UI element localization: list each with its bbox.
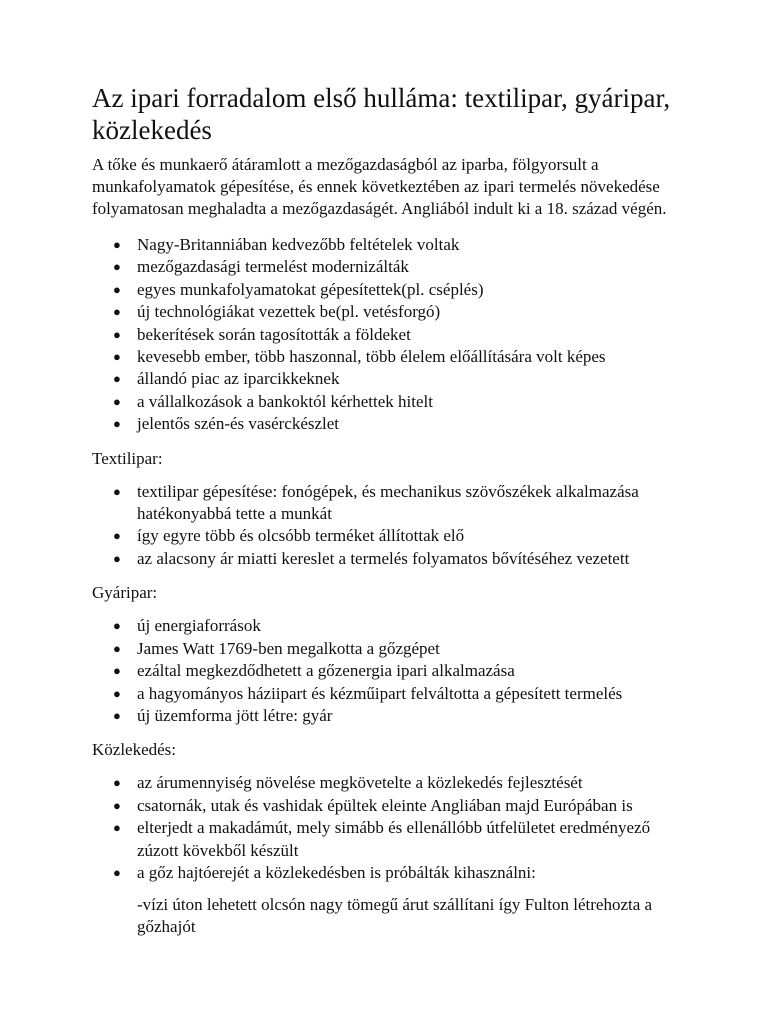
bullet-icon: ● — [113, 393, 121, 409]
bullet-icon: ● — [113, 528, 121, 544]
list-item: ● James Watt 1769-ben megalkotta a gőzgépet — [92, 638, 688, 660]
section-heading-gyaripar: Gyáripar: — [92, 583, 158, 603]
kozlekedes-list — [92, 772, 688, 884]
list-item: ● új energiaforrások — [92, 615, 688, 637]
list-item: ● így egyre több és olcsóbb terméket állítottak elő — [92, 525, 688, 547]
list-item: ● kevesebb ember, több haszonnal, több élelem előállítására volt képes — [92, 346, 688, 368]
section-heading-textilipar: Textilipar: — [92, 448, 163, 468]
list-item: ● jelentős szén-és vasérckészlet — [92, 413, 688, 435]
bullet-icon: ● — [113, 775, 121, 791]
bullet-icon: ● — [113, 326, 121, 342]
page-title: Az ipari forradalom első hulláma: textilipar, gyáripar, közlekedés — [92, 83, 671, 145]
list-item: ● új technológiákat vezettek be(pl. vetésforgó) — [92, 301, 688, 323]
list-item: ● új üzemforma jött létre: gyár — [92, 705, 688, 727]
bullet-icon: ● — [113, 259, 121, 275]
bullet-icon: ● — [113, 349, 121, 365]
bullet-icon: ● — [113, 707, 121, 723]
bullet-icon: ● — [113, 371, 121, 387]
list-item: ● egyes munkafolyamatokat gépesítettek(pl. cséplés) — [92, 279, 688, 301]
list-item: ● mezőgazdasági termelést modernizálták — [92, 256, 688, 278]
list-item: ● bekerítések során tagosították a földeket — [92, 324, 688, 346]
bullet-icon: ● — [113, 416, 121, 432]
list-item: ● Nagy-Britanniában kedvezőbb feltételek voltak — [92, 234, 688, 256]
bullet-icon: ● — [113, 550, 121, 566]
gyaripar-list — [92, 615, 688, 727]
list-item: ● elterjedt a makadámút, mely simább és ellenállóbb útfelületet eredményező zúzott kövekből készült — [113, 818, 651, 860]
list-item: ● textilipar gépesítése: fonógépek, és mechanikus szövőszékek alkalmazása hatékonyabbá tette a munkát — [113, 481, 639, 524]
list-item: ● az alacsony ár miatti kereslet a termelés folyamatos bővítéséhez vezetett — [92, 548, 688, 570]
steamship-note: -vízi úton lehetett olcsón nagy tömegű árut szállítani így Fulton létrehozta a gőzhajót — [137, 895, 653, 937]
textilipar-list — [92, 481, 688, 571]
bullet-icon: ● — [113, 281, 121, 297]
bullet-icon: ● — [113, 820, 121, 836]
list-item: ● a gőz hajtóerejét a közlekedésben is próbálták kihasználni: — [92, 862, 688, 884]
bullet-icon: ● — [113, 483, 121, 499]
bullet-icon: ● — [113, 618, 121, 634]
intro-paragraph: A tőke és munkaerő átáramlott a mezőgazdaságból az iparba, fölgyorsult a munkafolyamatok gépesítése, és ennek következtében az ipari termelés növekedése folyamatosan meghaladta a mezőgazdaságét. Angliából indult ki a 18. század végén. — [92, 155, 667, 218]
list-item: ● állandó piac az iparcikkeknek — [92, 368, 688, 390]
list-item: ● csatornák, utak és vashidak épültek eleinte Angliában majd Európában is — [92, 795, 688, 817]
section-heading-kozlekedes: Közlekedés: — [92, 740, 177, 760]
causes-list — [92, 234, 688, 436]
bullet-icon: ● — [113, 640, 121, 656]
bullet-icon: ● — [113, 237, 121, 252]
list-item: ● a hagyományos háziipart és kézműipart felváltotta a gépesített termelés — [92, 683, 688, 705]
list-item: ● a vállalkozások a bankoktól kérhettek hitelt — [92, 391, 688, 413]
bullet-icon: ● — [113, 663, 121, 679]
list-item: ● az árumennyiség növelése megkövetelte a közlekedés fejlesztését — [92, 772, 688, 794]
bullet-icon: ● — [113, 797, 121, 813]
bullet-icon: ● — [113, 685, 121, 701]
bullet-icon: ● — [113, 864, 121, 880]
bullet-icon: ● — [113, 304, 121, 320]
list-item: ● ezáltal megkezdődhetett a gőzenergia ipari alkalmazása — [92, 660, 688, 682]
